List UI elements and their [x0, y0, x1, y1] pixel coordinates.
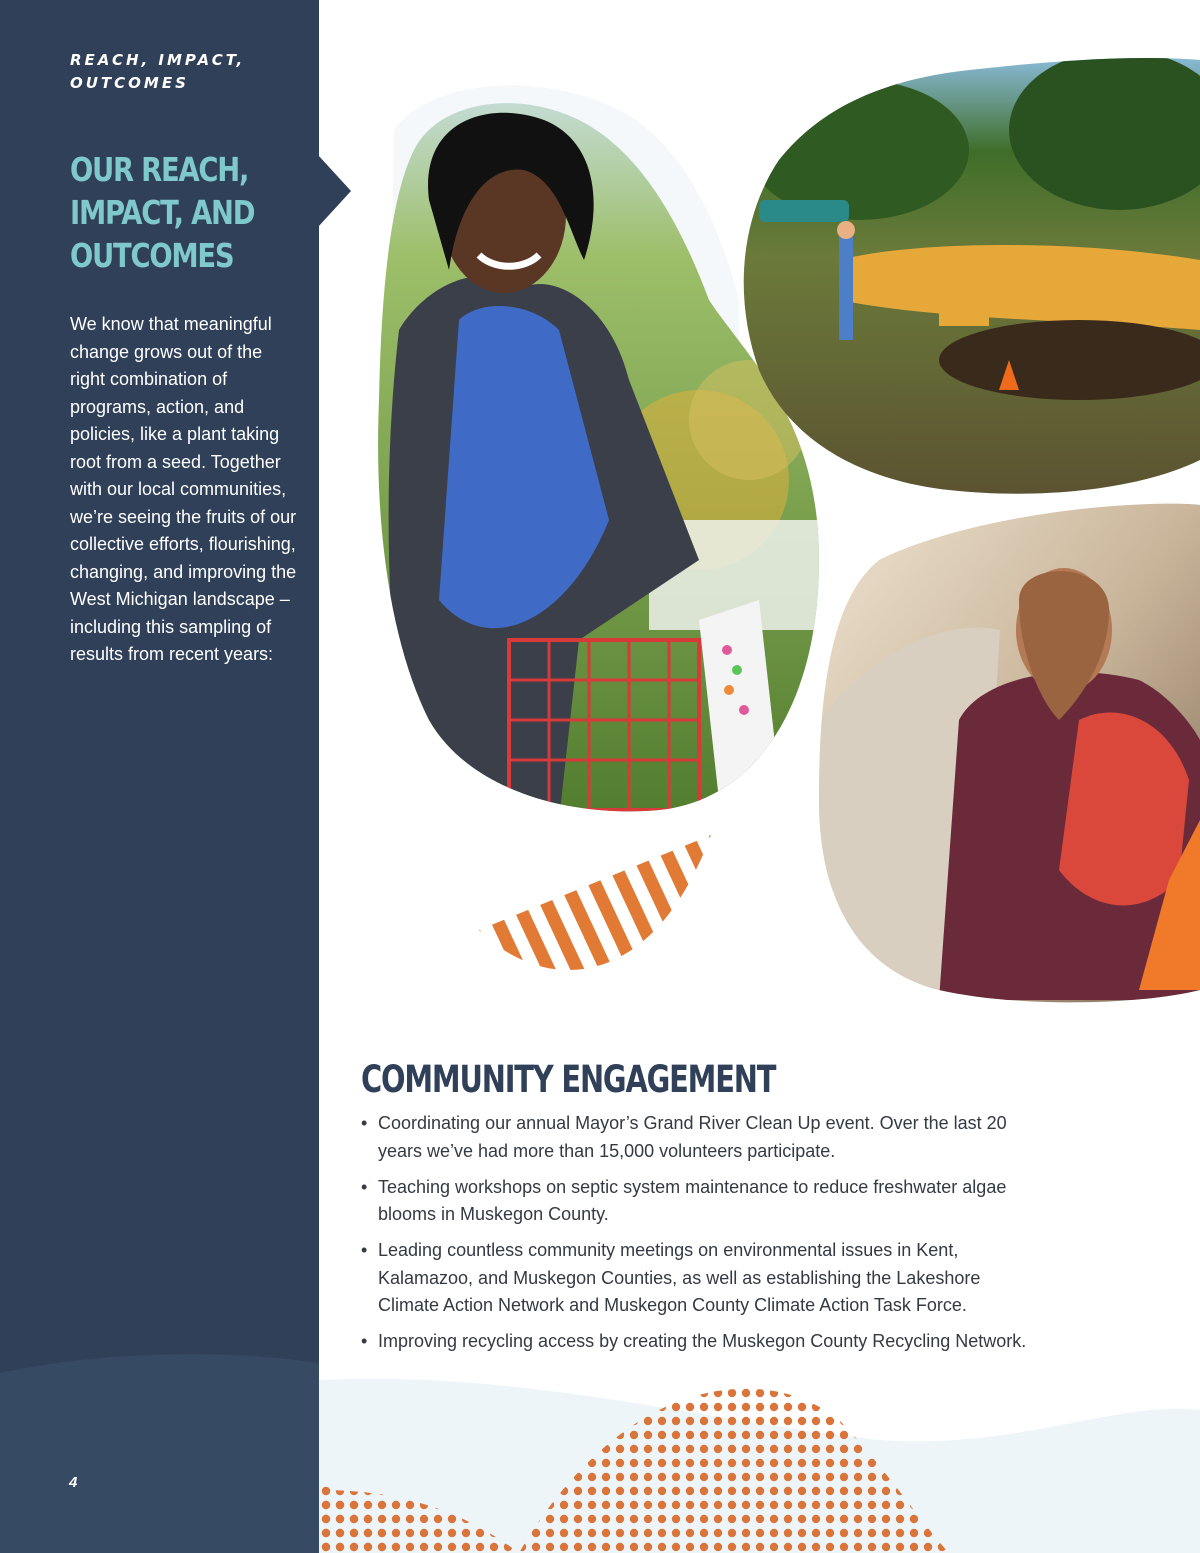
intro-paragraph: We know that meaningful change grows out of the right combination of programs, action, and policies, like a plant taking root from a seed. Together with our local communities, we’re seeing the fruits of our collective efforts, flourishing, changing, and improving the West Michigan landscape – including this sampling of results from recent years: [70, 314, 297, 664]
page-number: 4 [69, 1474, 78, 1491]
page-title: OUR REACH, IMPACT, AND OUTCOMES [70, 150, 255, 275]
list-item: • Improving recycling access by creating the Muskegon County Recycling Network. [361, 1328, 1041, 1356]
community-engagement-heading: COMMUNITY ENGAGEMENT [361, 1058, 776, 1101]
sidebar-panel [0, 0, 319, 1553]
striped-semicircle [479, 835, 711, 970]
list-item: • Leading countless community meetings on environmental issues in Kent, Kalamazoo, and Muskegon Counties, as well as establishing the Lakeshore Climate Action Network and Muskegon County Climate Action Task Force. [361, 1237, 1041, 1320]
hiker-photo [809, 490, 1200, 1020]
engagement-list [361, 1110, 1041, 1364]
volunteer-photo [359, 60, 839, 840]
list-item: • Teaching workshops on septic system maintenance to reduce freshwater algae blooms in Muskegon County. [361, 1174, 1041, 1229]
sidebar-wave-decoration [0, 1353, 319, 1553]
section-label: REACH, IMPACT, OUTCOMES [70, 51, 246, 92]
list-item: • Coordinating our annual Mayor’s Grand River Clean Up event. Over the last 20 years we’ve had more than 15,000 volunteers participate. [361, 1110, 1041, 1165]
planting-photo [729, 50, 1200, 510]
